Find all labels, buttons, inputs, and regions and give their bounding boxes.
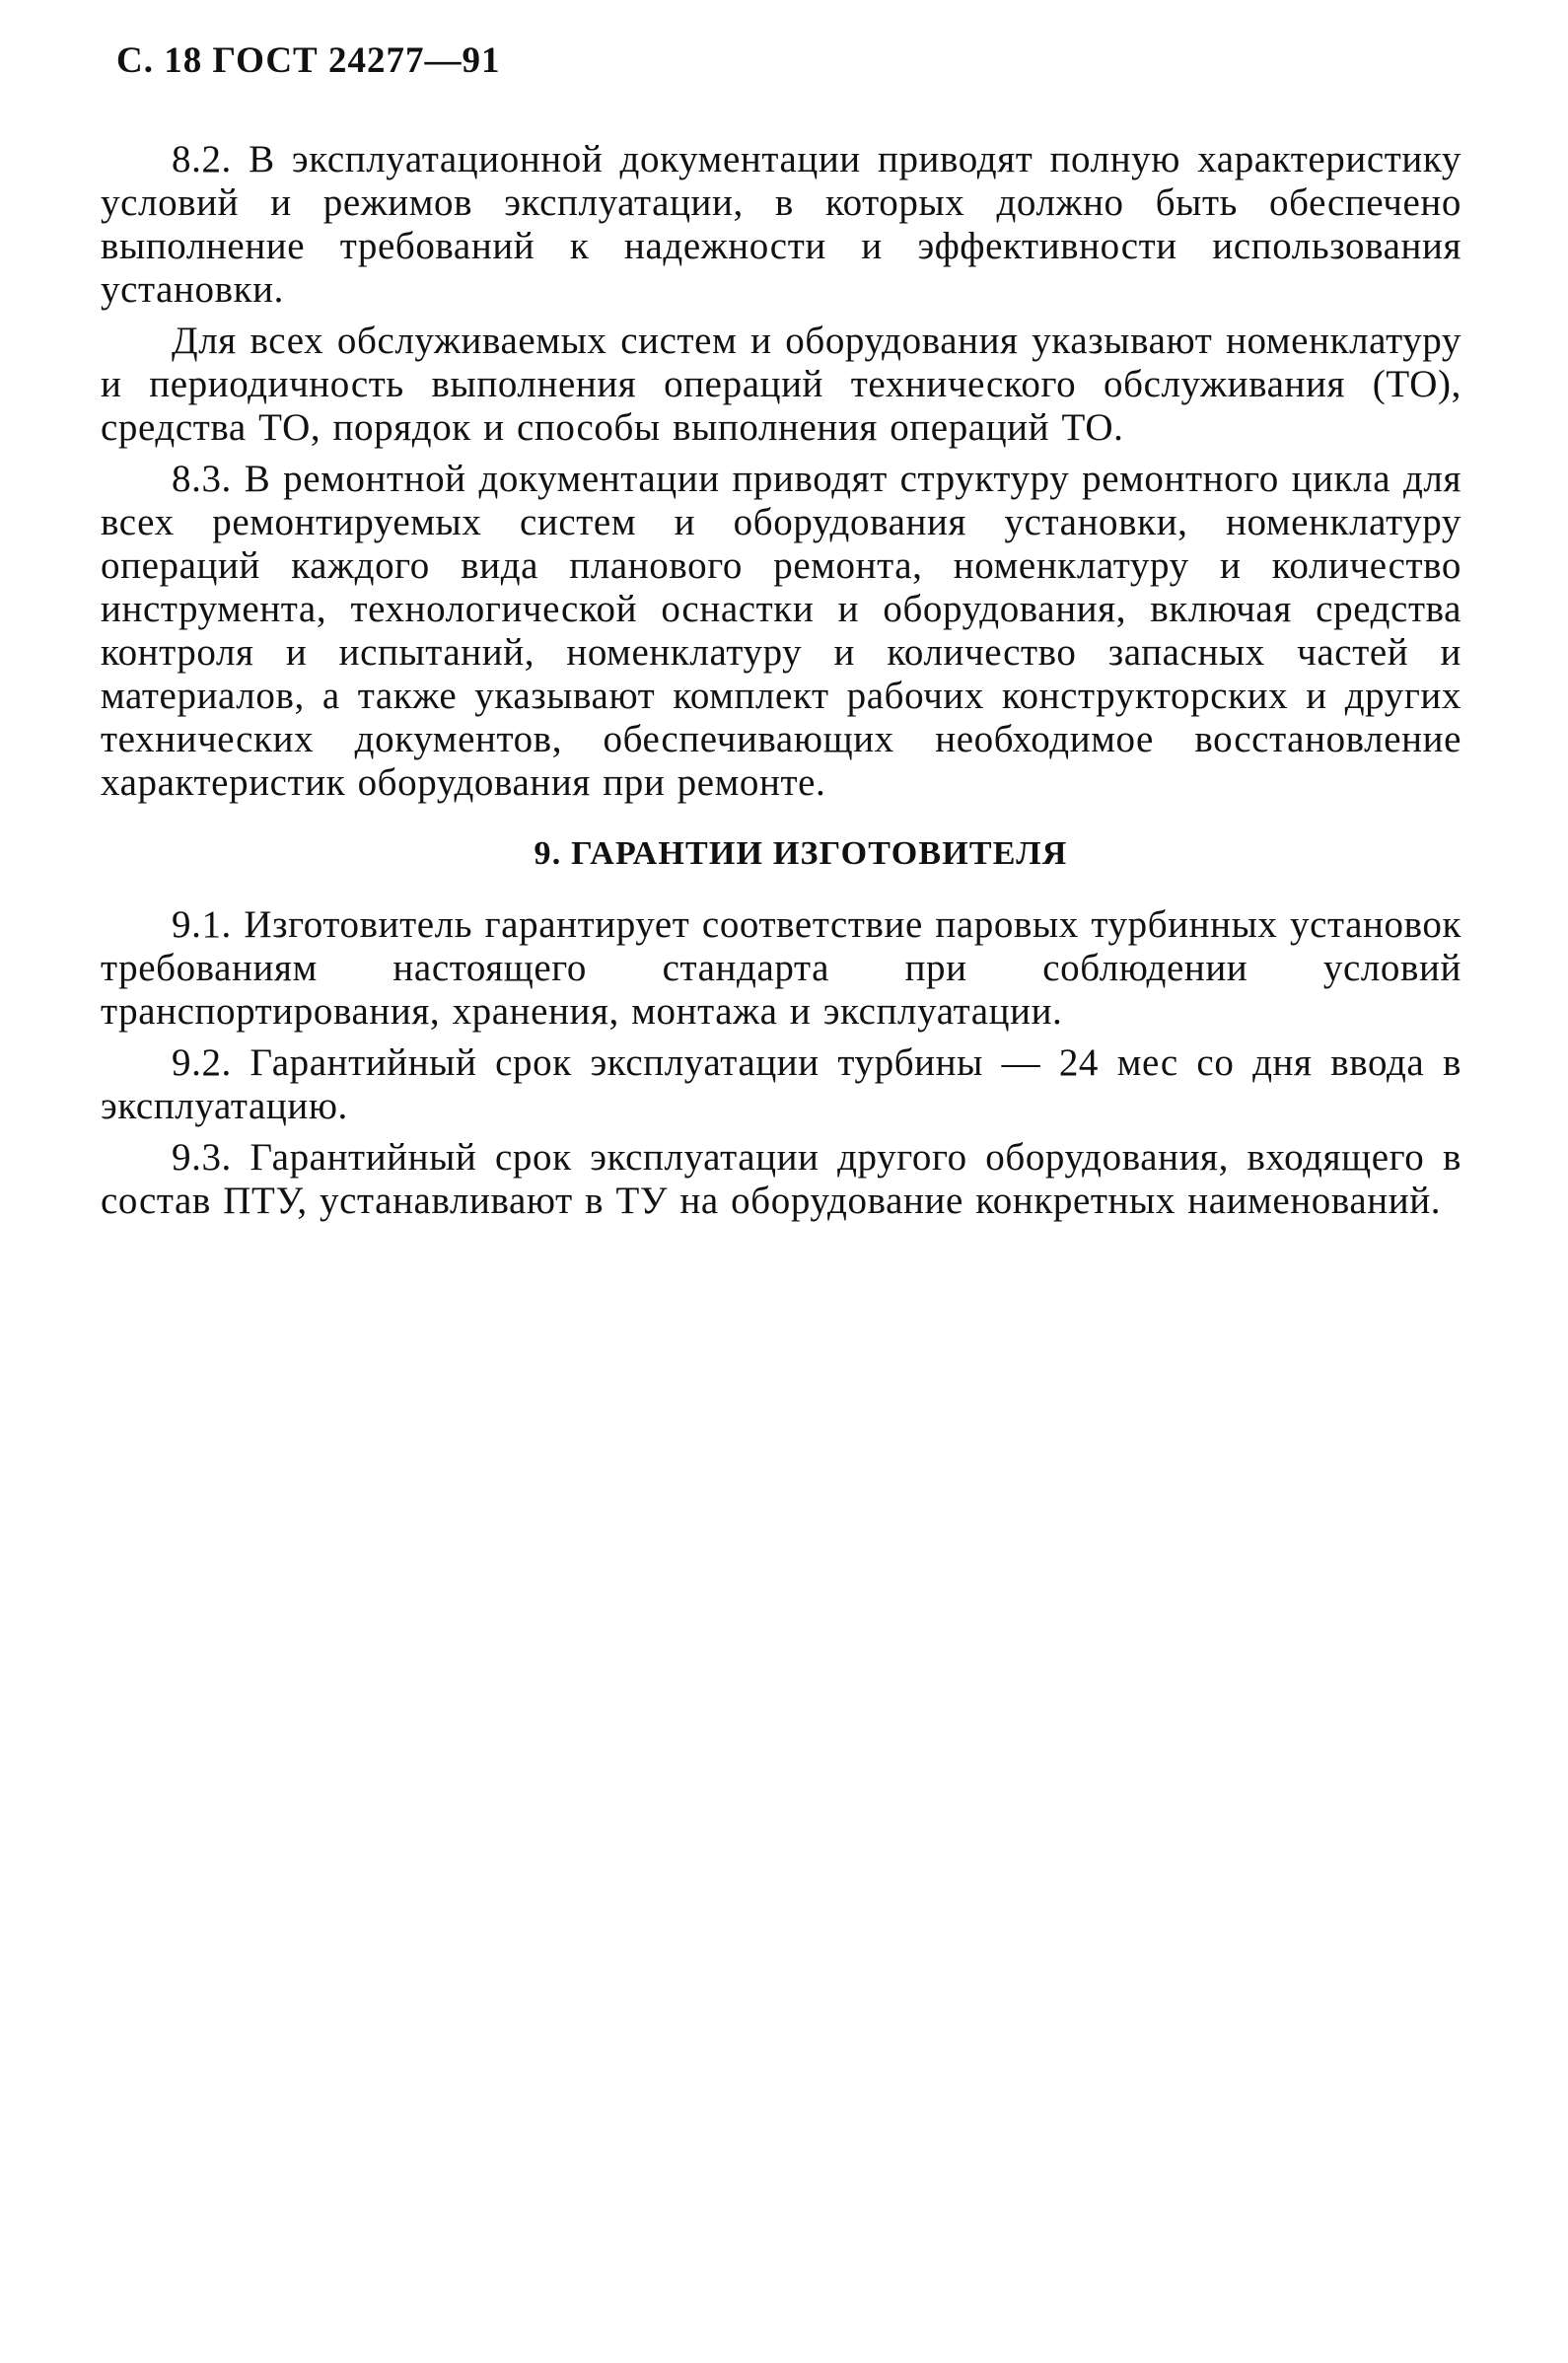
paragraph-9-3: 9.3. Гарантийный срок эксплуатации другого оборудования, входящего в состав ПТУ, устанавливают в ТУ на оборудование конкретных наименований. xyxy=(101,1136,1461,1222)
paragraph-9-2: 9.2. Гарантийный срок эксплуатации турбины — 24 мес со дня ввода в эксплуатацию. xyxy=(101,1041,1461,1127)
document-body xyxy=(101,138,1461,1231)
paragraph-9-1: 9.1. Изготовитель гарантирует соответствие паровых турбинных установок требованиям настоящего стандарта при соблюдении условий транспортирования, хранения, монтажа и эксплуатации. xyxy=(101,903,1461,1033)
paragraph-8-3: 8.3. В ремонтной документации приводят структуру ремонтного цикла для всех ремонтируемых систем и оборудования установки, номенклатуру операций каждого вида планового ремонта, номенклатуру и количество инструмента, технологической оснастки и оборудования, включая средства контроля и испытаний, номенклатуру и количество запасных частей и материалов, а также указывают комплект рабочих конструкторских и других технических документов, обеспечивающих необходимое восстановление характеристик оборудования при ремонте. xyxy=(101,458,1461,804)
section-9-title: 9. ГАРАНТИИ ИЗГОТОВИТЕЛЯ xyxy=(534,835,1068,872)
page-header: С. 18 ГОСТ 24277—91 xyxy=(116,40,501,81)
paragraph-8-2-continued: Для всех обслуживаемых систем и оборудования указывают номенклатуру и периодичность выполнения операций технического обслуживания (ТО), средства ТО, порядок и способы выполнения операций ТО. xyxy=(101,320,1461,449)
paragraph-8-2: 8.2. В эксплуатационной документации приводят полную характеристику условий и режимов эксплуатации, в которых должно быть обеспечено выполнение требований к надежности и эффективности использования установки. xyxy=(101,138,1461,311)
